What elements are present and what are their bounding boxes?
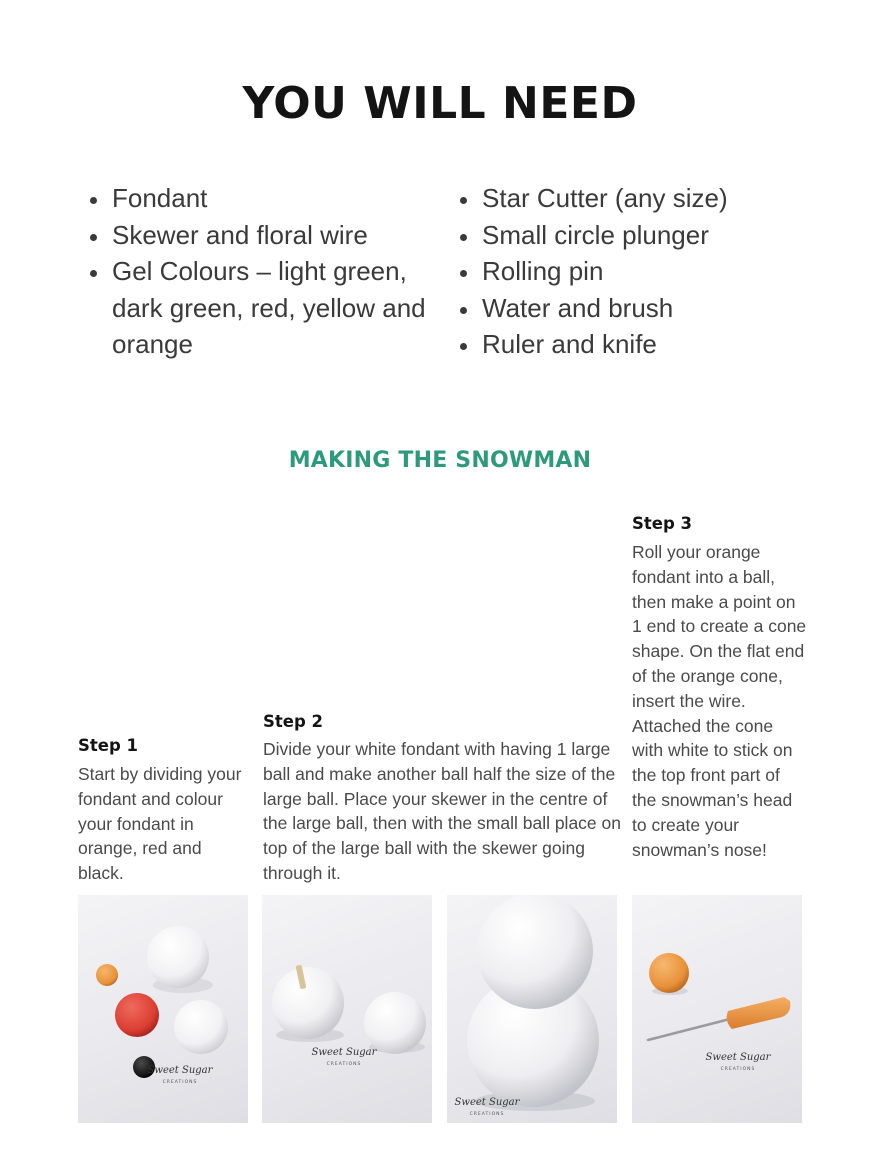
supply-item: • Ruler and knife xyxy=(480,326,780,363)
photo-white-balls-skewer xyxy=(262,895,432,1123)
supply-item: • Gel Colours – light green, dark green, red, yellow and orange xyxy=(110,253,430,363)
page-title: YOU WILL NEED xyxy=(242,78,638,129)
step-1-title: Step 1 xyxy=(78,736,138,755)
supply-item: • Fondant xyxy=(110,180,430,217)
supply-item: • Water and brush xyxy=(480,290,780,327)
section-title: MAKING THE SNOWMAN xyxy=(288,448,592,473)
supplies-list-right xyxy=(450,180,780,363)
supply-item: • Star Cutter (any size) xyxy=(480,180,780,217)
watermark-brand: Sweet Sugar xyxy=(705,1052,771,1063)
step-2-text: Divide your white fondant with having 1 large ball and make another ball half the size of the large ball. Place your skewer in the centre of the large ball, then with the small ball place on top of the large ball with the skewer going through it. xyxy=(263,739,621,883)
watermark-brand: Sweet Sugar xyxy=(454,1097,520,1108)
supply-item: • Rolling pin xyxy=(480,253,780,290)
watermark-brand: Sweet Sugar xyxy=(147,1065,213,1076)
watermark-sub: CREATIONS xyxy=(326,1062,362,1067)
step-3-text: Roll your orange fondant into a ball, then make a point on 1 end to create a cone shape. On the flat end of the orange cone, insert the wire. Attached the cone with white to stick on the top front part of the snowman’s head to create your snowman’s nose! xyxy=(632,542,807,860)
photo-stacked-snowman xyxy=(447,895,617,1123)
supplies-list-left xyxy=(80,180,430,363)
supply-item: • Small circle plunger xyxy=(480,217,780,254)
watermark-sub: CREATIONS xyxy=(162,1080,198,1085)
photo-coloured-fondant xyxy=(78,895,248,1123)
watermark-brand: Sweet Sugar xyxy=(311,1047,377,1058)
watermark-sub: CREATIONS xyxy=(469,1112,505,1117)
photo-orange-nose xyxy=(632,895,802,1123)
step-2-title: Step 2 xyxy=(263,712,323,731)
supply-item: • Skewer and floral wire xyxy=(110,217,430,254)
step-1-text: Start by dividing your fondant and colour your fondant in orange, red and black. xyxy=(78,764,242,884)
step-3-title: Step 3 xyxy=(632,514,692,533)
watermark-sub: CREATIONS xyxy=(720,1067,756,1072)
